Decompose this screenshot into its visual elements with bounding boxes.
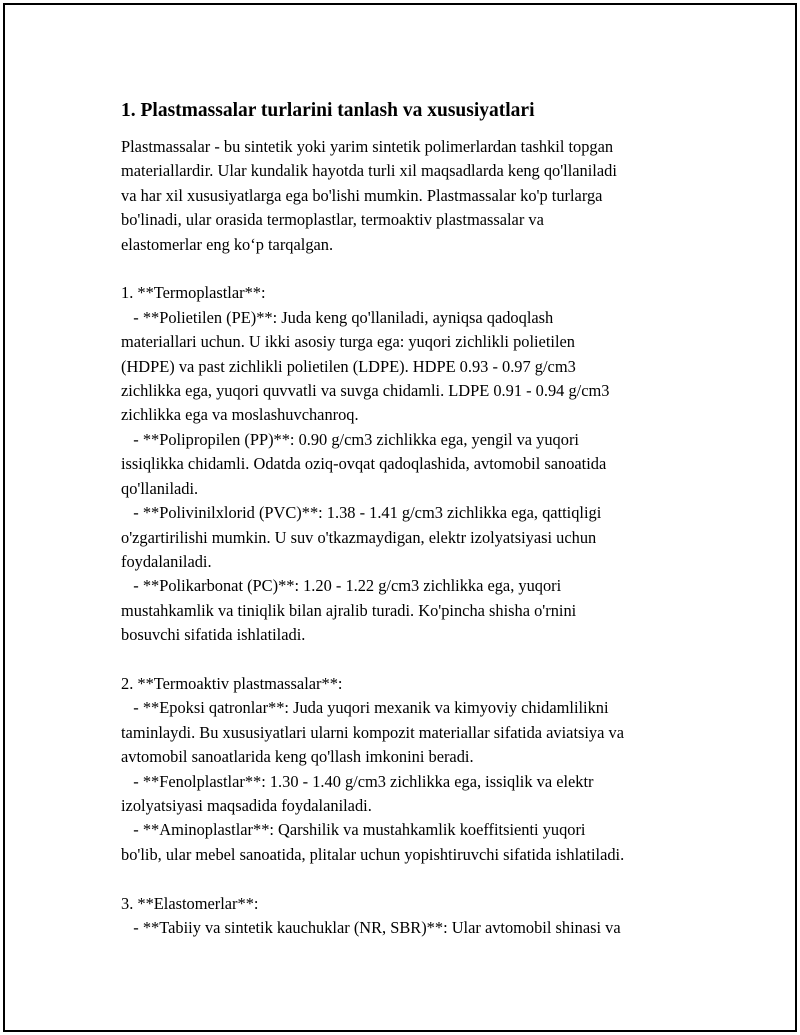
document-body-text: Plastmassalar - bu sintetik yoki yarim sintetik polimerlardan tashkil topgan materiallardir. Ular kundalik hayotda turli xil maqsadlarda keng qo'llaniladi va har xil xususiyatlarga ega bo'lishi mumkin. Plastmassalar ko'p turlarga bo'linadi, ular orasida termoplastlar, termoaktiv plastmassalar va elastomerlar eng ko‘p tarqalgan. 1. **Termoplastlar**: - **Polietilen (PE)**: Juda keng qo'llaniladi, ayniqsa qadoqlash materiallari uchun. U ikki asosiy turga ega: yuqori zichlikli polietilen (HDPE) va past zichlikli polietilen (LDPE). HDPE 0.93 - 0.97 g/cm3 zichlikka ega, yuqori quvvatli va suvga chidamli. LDPE 0.91 - 0.94 g/cm3 zichlikka ega va moslashuvchanroq. - **Polipropilen (PP)**: 0.90 g/cm3 zichlikka ega, yengil va yuqori issiqlikka chidamli. Odatda oziq-ovqat qadoqlashida, avtomobil sanoatida qo'llaniladi. - **Polivinilxlorid (PVC)**: 1.38 - 1.41 g/cm3 zichlikka ega, qattiqligi o'zgartirilishi mumkin. U suv o'tkazmaydigan, elektr izolyatsiyasi uchun foydalaniladi. - **Polikarbonat (PC)**: 1.20 - 1.22 g/cm3 zichlikka ega, yuqori mustahkamlik va tiniqlik bilan ajralib turadi. Ko'pincha shisha o'rnini bosuvchi sifatida ishlatiladi. 2. **Termoaktiv plastmassalar**: - **Epoksi qatronlar**: Juda yuqori mexanik va kimyoviy chidamlilikni taminlaydi. Bu xususiyatlari ularni kompozit materiallar sifatida aviatsiya va avtomobil sanoatlarida keng qo'llash imkonini beradi. - **Fenolplastlar**: 1.30 - 1.40 g/cm3 zichlikka ega, issiqlik va elektr izolyatsiyasi maqsadida foydalaniladi. - **Aminoplastlar**: Qarshilik va mustahkamlik koeffitsienti yuqori bo'lib, ular mebel sanoatida, plitalar uchun yopishtiruvchi sifatida ishlatiladi. 3. **Elastomerlar**: - **Tabiiy va sintetik kauchuklar (NR, SBR)**: Ular avtomobil shinasi va xyxy=(121,137,625,937)
document-title: 1. Plastmassalar turlarini tanlash va xususiyatlari xyxy=(121,100,535,121)
document-page xyxy=(3,3,797,1032)
document-content xyxy=(121,97,711,940)
